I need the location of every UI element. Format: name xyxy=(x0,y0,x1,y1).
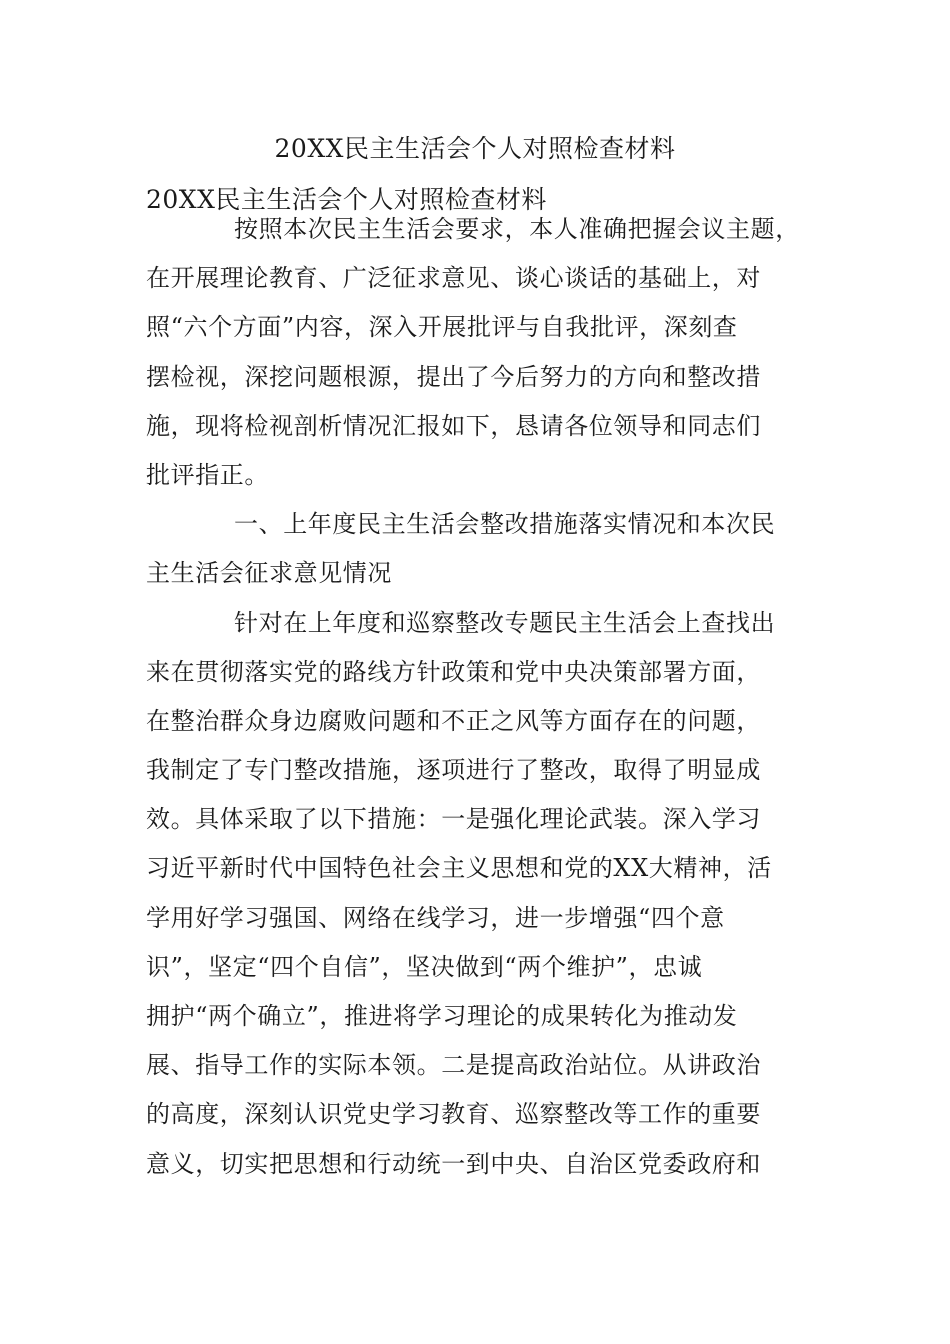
paragraph-2-line-2: 来在贯彻落实党的路线方针政策和党中央决策部署方面， xyxy=(146,657,761,686)
paragraph-2-line-1: 针对在上年度和巡察整改专题民主生活会上查找出 xyxy=(234,608,776,637)
paragraph-2-line-11: 的高度，深刻认识党史学习教育、巡察整改等工作的重要 xyxy=(146,1100,761,1129)
paragraph-2-line-6: 习近平新时代中国特色社会主义思想和党的XX大精神，活 xyxy=(146,854,772,883)
paragraph-1-line-4: 摆检视，深挖问题根源，提出了今后努力的方向和整改措 xyxy=(146,362,761,391)
paragraph-2-line-9: 拥护“两个确立”，推进将学习理论的成果转化为推动发 xyxy=(146,1002,738,1030)
paragraph-2-line-7: 学用好学习强国、网络在线学习，进一步增强“四个意 xyxy=(146,903,725,932)
paragraph-2-line-3: 在整治群众身边腐败问题和不正之风等方面存在的问题， xyxy=(146,706,761,735)
document-subtitle: 20XX民主生活会个人对照检查材料 xyxy=(146,185,547,214)
paragraph-2-line-4: 我制定了专门整改措施，逐项进行了整改，取得了明显成 xyxy=(146,756,761,785)
paragraph-2-line-12: 意义，切实把思想和行动统一到中央、自治区党委政府和 xyxy=(146,1149,761,1178)
paragraph-2-line-5: 效。具体采取了以下措施：一是强化理论武装。深入学习 xyxy=(146,805,761,834)
document-body xyxy=(146,205,836,1189)
paragraph-1-line-2: 在开展理论教育、广泛征求意见、谈心谈话的基础上，对 xyxy=(146,264,761,293)
section-heading-line-2: 主生活会征求意见情况 xyxy=(146,559,392,588)
paragraph-1-line-5: 施，现将检视剖析情况汇报如下，恳请各位领导和同志们 xyxy=(146,411,761,440)
paragraph-1-line-6: 批评指正。 xyxy=(146,460,269,489)
paragraph-1-line-3: 照“六个方面”内容，深入开展批评与自我批评，深刻查 xyxy=(146,313,738,342)
paragraph-1-line-1: 按照本次民主生活会要求，本人准确把握会议主题， xyxy=(234,215,800,243)
paragraph-2-line-8: 识”，坚定“四个自信”，坚决做到“两个维护”，忠诚 xyxy=(146,952,703,981)
section-heading-line-1: 一、上年度民主生活会整改措施落实情况和本次民 xyxy=(234,510,776,539)
document-title: 20XX民主生活会个人对照检查材料 xyxy=(274,134,676,163)
paragraph-2-line-10: 展、指导工作的实际本领。二是提高政治站位。从讲政治 xyxy=(146,1051,761,1080)
